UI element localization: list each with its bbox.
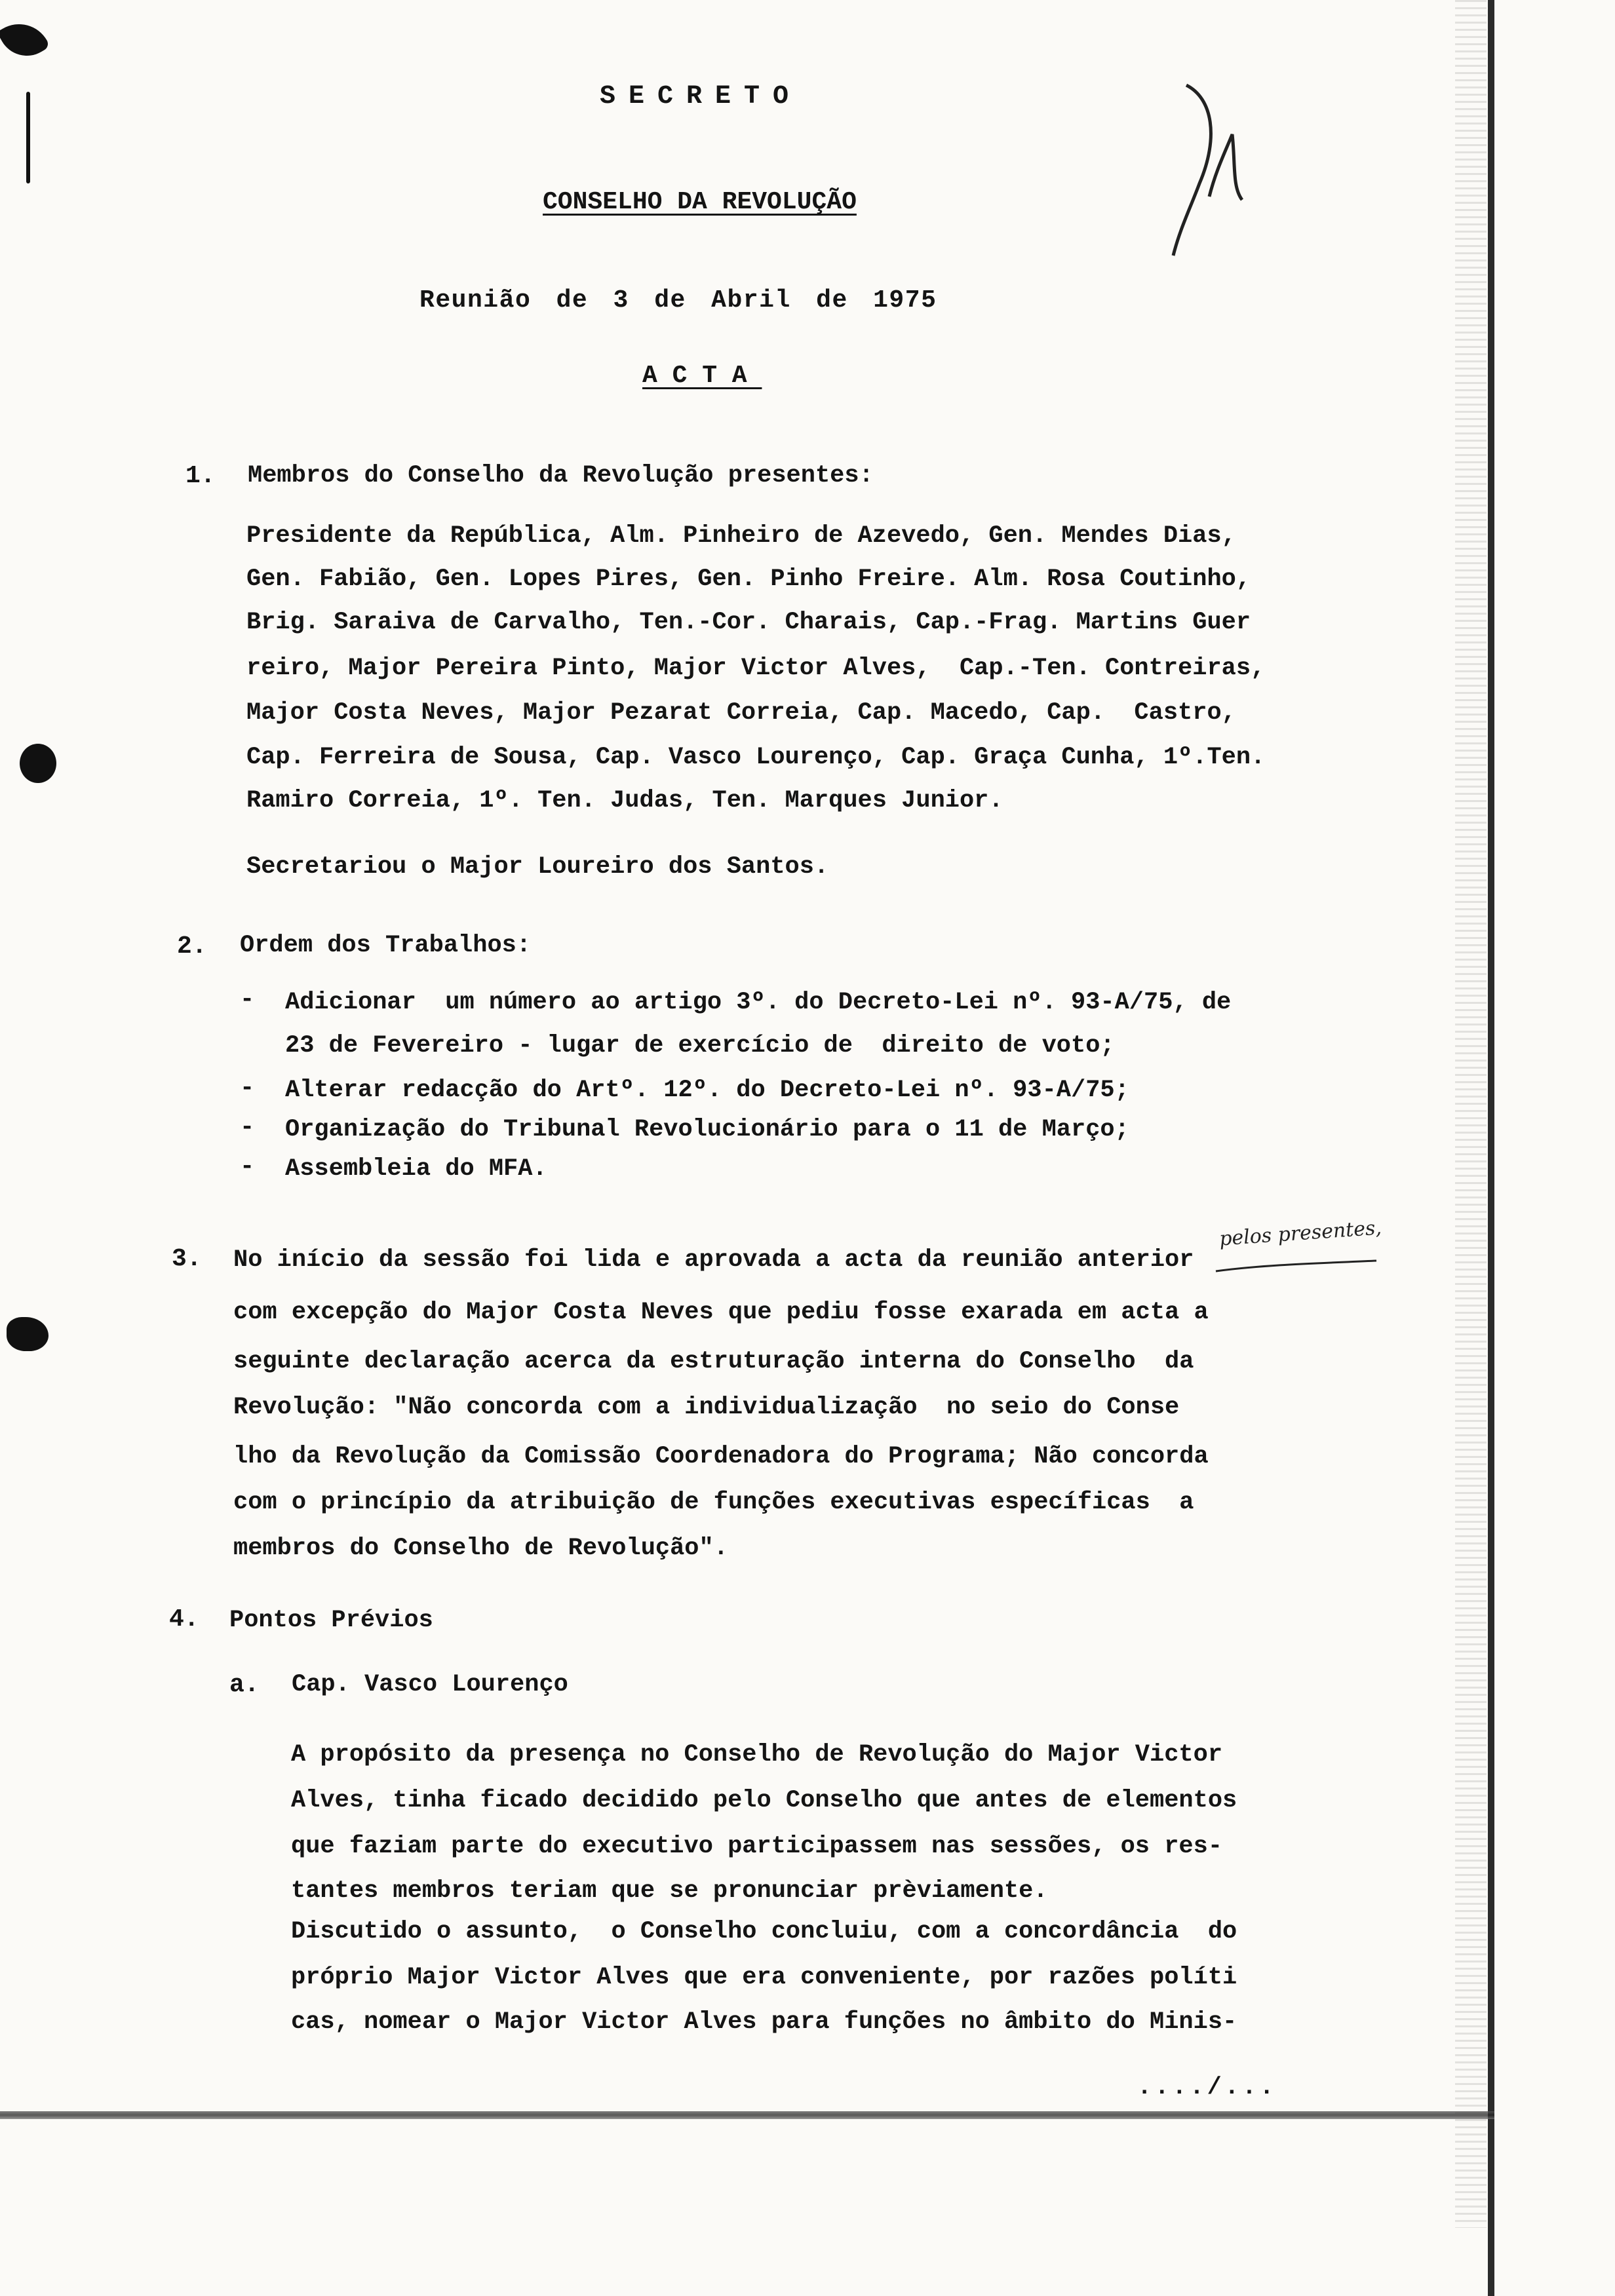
body-line: No início da sessão foi lida e aprovada a acta da reunião anterior bbox=[233, 1246, 1194, 1274]
classification-label: SECRETO bbox=[600, 82, 802, 111]
agenda-item: Organização do Tribunal Revolucionário para o 11 de Março; bbox=[285, 1116, 1129, 1143]
body-line: Discutido o assunto, o Conselho concluiu, com a concordância do bbox=[291, 1918, 1237, 1945]
agenda-item: Adicionar um número ao artigo 3º. do Decreto-Lei nº. 93-A/75, de bbox=[285, 989, 1232, 1016]
section-3-number: 3. bbox=[172, 1245, 202, 1273]
punch-hole-mark bbox=[20, 744, 56, 783]
member-line: Gen. Fabião, Gen. Lopes Pires, Gen. Pinho Freire. Alm. Rosa Coutinho, bbox=[246, 565, 1251, 593]
body-line: Alves, tinha ficado decidido pelo Conselho que antes de elementos bbox=[291, 1787, 1237, 1814]
agenda-item: Alterar redacção do Artº. 12º. do Decreto-Lei nº. 93-A/75; bbox=[285, 1077, 1129, 1104]
agenda-item: Assembleia do MFA. bbox=[285, 1155, 547, 1183]
section-2-title: Ordem dos Trabalhos: bbox=[240, 932, 532, 959]
scan-edge-line bbox=[1488, 0, 1494, 2296]
punch-hole-mark bbox=[7, 1317, 49, 1351]
continuation-mark: ..../... bbox=[1137, 2074, 1277, 2101]
member-line: Major Costa Neves, Major Pezarat Correia, Cap. Macedo, Cap. Castro, bbox=[246, 699, 1236, 727]
scan-edge-noise bbox=[1455, 0, 1487, 2228]
body-line: A propósito da presença no Conselho de Revolução do Major Victor bbox=[291, 1741, 1223, 1769]
member-line: reiro, Major Pereira Pinto, Major Victor Alves, Cap.-Ten. Contreiras, bbox=[246, 655, 1266, 682]
bullet-dash: - bbox=[240, 986, 255, 1014]
handwritten-initials-signature bbox=[1154, 72, 1258, 269]
handwritten-annotation: pelos presentes, bbox=[1218, 1216, 1382, 1251]
section-1-title: Membros do Conselho da Revolução presentes: bbox=[248, 462, 874, 489]
body-line: lho da Revolução da Comissão Coordenadora do Programa; Não concorda bbox=[233, 1443, 1209, 1470]
body-line: próprio Major Victor Alves que era conveniente, por razões políti bbox=[291, 1964, 1237, 1991]
meeting-date: Reunião de 3 de Abril de 1975 bbox=[419, 286, 937, 315]
member-line: Cap. Ferreira de Sousa, Cap. Vasco Lourenço, Cap. Graça Cunha, 1º.Ten. bbox=[246, 744, 1266, 771]
section-4-number: 4. bbox=[169, 1605, 199, 1634]
body-line: que faziam parte do executivo participassem nas sessões, os res- bbox=[291, 1833, 1223, 1860]
handwritten-insertion-mark bbox=[1213, 1252, 1383, 1278]
secretary-line: Secretariou o Major Loureiro dos Santos. bbox=[246, 853, 829, 881]
section-4-title: Pontos Prévios bbox=[229, 1607, 433, 1634]
body-line: com excepção do Major Costa Neves que pediu fosse exarada em acta a bbox=[233, 1299, 1209, 1326]
scan-mark bbox=[0, 12, 50, 66]
member-line: Ramiro Correia, 1º. Ten. Judas, Ten. Marques Junior. bbox=[246, 787, 1003, 814]
section-1-number: 1. bbox=[185, 462, 216, 490]
subsection-a-title: Cap. Vasco Lourenço bbox=[292, 1671, 568, 1698]
member-line: Presidente da República, Alm. Pinheiro de Azevedo, Gen. Mendes Dias, bbox=[246, 522, 1236, 550]
member-line: Brig. Saraiva de Carvalho, Ten.-Cor. Charais, Cap.-Frag. Martins Guer bbox=[246, 609, 1251, 636]
section-2-number: 2. bbox=[177, 932, 207, 961]
document-type-heading: ACTA bbox=[642, 362, 762, 390]
body-line: Revolução: "Não concorda com a individualização no seio do Conse bbox=[233, 1394, 1180, 1421]
subsection-a-letter: a. bbox=[229, 1671, 260, 1699]
council-heading: CONSELHO DA REVOLUÇÃO bbox=[543, 188, 857, 216]
agenda-item-continuation: 23 de Fevereiro - lugar de exercício de direito de voto; bbox=[285, 1032, 1115, 1060]
body-line: seguinte declaração acerca da estruturação interna do Conselho da bbox=[233, 1348, 1194, 1375]
bullet-dash: - bbox=[240, 1153, 255, 1181]
bullet-dash: - bbox=[240, 1075, 255, 1102]
body-line: com o princípio da atribuição de funções executivas específicas a bbox=[233, 1489, 1194, 1516]
body-line: tantes membros teriam que se pronunciar prèviamente. bbox=[291, 1877, 1048, 1905]
bullet-dash: - bbox=[240, 1114, 255, 1141]
scan-bottom-rule bbox=[0, 2111, 1494, 2119]
body-line: membros do Conselho de Revolução". bbox=[233, 1535, 728, 1562]
scan-mark bbox=[26, 92, 30, 183]
body-line: cas, nomear o Major Victor Alves para funções no âmbito do Minis- bbox=[291, 2008, 1237, 2036]
